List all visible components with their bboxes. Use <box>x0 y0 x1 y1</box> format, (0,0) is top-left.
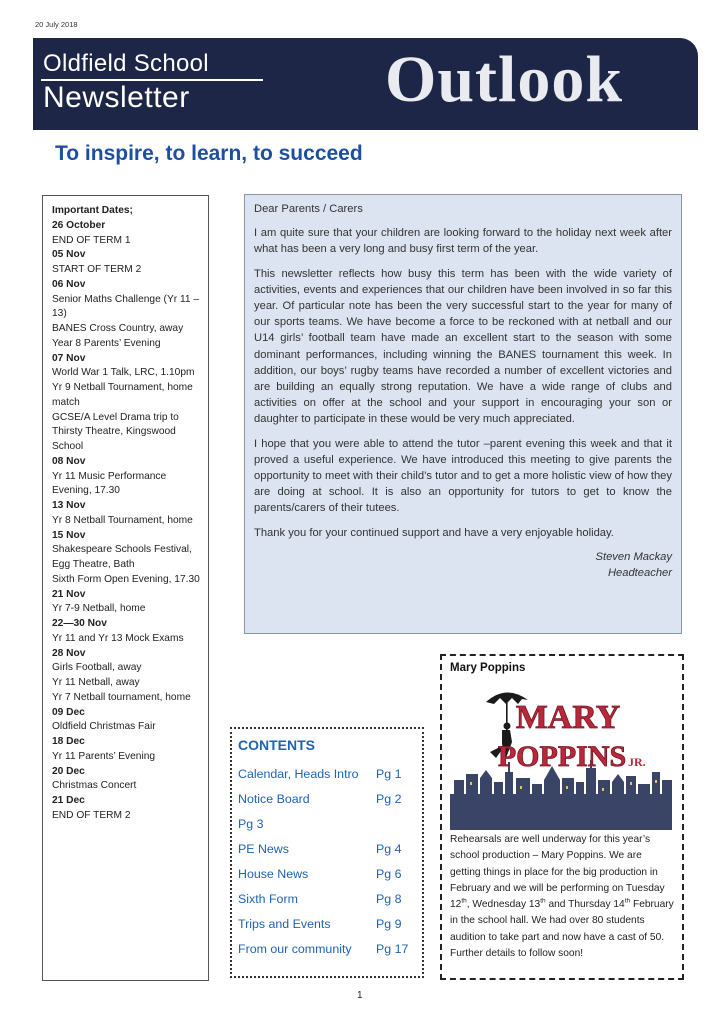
date-heading: 06 Nov <box>52 278 86 290</box>
date-heading: 20 Dec <box>52 765 85 777</box>
date-event: END OF TERM 2 <box>52 809 131 821</box>
contents-item-name: From our community <box>238 942 352 956</box>
page-number: 1 <box>357 990 363 1001</box>
contents-item[interactable] <box>238 817 418 842</box>
masthead-banner <box>33 38 698 130</box>
date-heading: 21 Nov <box>52 588 86 600</box>
date-heading: 08 Nov <box>52 455 86 467</box>
contents-list <box>238 767 418 967</box>
date-heading: 05 Nov <box>52 249 86 261</box>
date-heading: 13 Nov <box>52 500 86 511</box>
contents-item-name: Calendar, Heads Intro <box>238 767 359 781</box>
mp-text-part: , Wednesday 13 <box>466 899 541 911</box>
contents-item[interactable] <box>238 792 418 817</box>
ordinal-suffix: th <box>540 897 546 905</box>
date-event: Yr 8 Netball Tournament, home <box>52 514 193 526</box>
important-dates-box <box>42 195 209 981</box>
contents-item[interactable] <box>238 767 418 792</box>
contents-item-page: Pg 9 <box>376 917 402 931</box>
date-event: Yr 9 Netball Tournament, home match <box>52 382 193 408</box>
newsletter-label: Newsletter <box>43 81 190 114</box>
letter-paragraph: Thank you for your continued support and have a very enjoyable holiday. <box>254 526 614 539</box>
date-event: Shakespeare Schools Festival, Egg Theatre, Bath <box>52 544 192 570</box>
date-event: Yr 7-9 Netball, home <box>52 603 146 615</box>
contents-item[interactable] <box>238 892 418 917</box>
letter-salutation: Dear Parents / Carers <box>254 203 363 215</box>
contents-item-page: Pg 6 <box>376 867 402 881</box>
contents-heading: CONTENTS <box>238 737 315 753</box>
date-heading: 15 Nov <box>52 529 86 541</box>
mp-text-part: and Thursday 14 <box>545 899 625 911</box>
logo-suffix: JR. <box>628 755 646 769</box>
signature-name: Steven Mackay <box>595 550 672 563</box>
important-dates-list <box>52 204 202 824</box>
ordinal-suffix: th <box>461 897 467 905</box>
letter-paragraph: I am quite sure that your children are looking forward to the holiday next week after what has been a very long and busy first term of the year. <box>254 227 672 256</box>
date-event: Yr 11 and Yr 13 Mock Exams <box>52 632 184 644</box>
contents-item-name: Notice Board <box>238 792 310 806</box>
masthead-title: Outlook <box>385 43 624 116</box>
contents-item[interactable] <box>238 867 418 892</box>
date-event: Yr 7 Netball tournament, home <box>52 691 191 703</box>
date-heading: 18 Dec <box>52 736 85 747</box>
contents-item-page: Pg 1 <box>376 767 402 781</box>
date-event: Christmas Concert <box>52 780 137 792</box>
date-heading: 09 Dec <box>52 706 85 718</box>
contents-item-name: Trips and Events <box>238 917 331 931</box>
date-heading: 26 October <box>52 219 106 231</box>
date-event: START OF TERM 2 <box>52 264 142 275</box>
mary-poppins-heading: Mary Poppins <box>450 662 526 674</box>
date-event: Year 8 Parents’ Evening <box>52 337 161 349</box>
issue-date: 20 July 2018 <box>35 20 78 29</box>
school-name: Oldfield School <box>43 50 209 77</box>
contents-item-name: House News <box>238 867 309 881</box>
contents-item-name: Sixth Form <box>238 892 298 906</box>
date-heading: 28 Nov <box>52 647 86 659</box>
contents-item-page: Pg 17 <box>376 942 409 956</box>
mary-poppins-wordmark <box>498 699 646 773</box>
contents-item-name: PE News <box>238 842 289 856</box>
mary-poppins-box <box>440 654 684 980</box>
mp-text-part: February in the school hall. We had over 80 students audition to take part and now have a cast of 50. Further details to follow soon! <box>450 899 674 960</box>
contents-item[interactable] <box>238 842 418 867</box>
date-event: Sixth Form Open Evening, 17.30 <box>52 573 200 585</box>
contents-item[interactable] <box>238 942 418 967</box>
date-heading: 07 Nov <box>52 352 86 364</box>
contents-item-name: Pg 3 <box>238 817 264 831</box>
contents-item[interactable] <box>238 917 418 942</box>
date-event: Yr 11 Parents’ Evening <box>52 750 156 762</box>
contents-item-page: Pg 2 <box>376 792 402 806</box>
date-event: Oldfield Christmas Fair <box>52 721 156 733</box>
date-event: Yr 11 Netball, away <box>52 677 140 688</box>
logo-word-mary: MARY <box>515 699 621 736</box>
letter-paragraph: I hope that you were able to attend the tutor –parent evening this week and that it proved a useful experience. We have introduced this meeting to give parents the opportunity to meet with their child’s tutor and to get a more holistic view of how they are doing at school. It is also an opportunity for tutors to get to know the parents/carers of their tutees. <box>254 437 672 515</box>
contents-item-page: Pg 8 <box>376 892 402 906</box>
letter-paragraph: This newsletter reflects how busy this term has been with the wide variety of activities, events and experiences that our children have been involved in so far this year. Of particular note has been the very successful start to the year for many of our sports teams. We have become a force to be reckoned with at netball and our U14 girls’ football team have made an excellent start to the season with some dominant performances, including winning the BANES tournament this week. In addition, our boys’ rugby teams have recorded a number of excellent victories and are building an equally strong reputation. We have a wide range of clubs and activities on offer at the school and your support in encouraging your son or daughter to participate in these would be very much appreciated. <box>254 267 672 426</box>
mary-poppins-text <box>450 832 674 962</box>
mp-text-part: Rehearsals are well underway for this year’s school production – Mary Poppins. We are getting things in place for the big production in February and we will be performing on Tuesday 12 <box>450 834 665 911</box>
date-heading: 21 Dec <box>52 795 85 806</box>
mary-poppins-logo-image <box>450 682 672 830</box>
date-event: END OF TERM 1 <box>52 234 131 246</box>
head-letter <box>244 194 682 634</box>
school-slogan: To inspire, to learn, to succeed <box>55 142 363 165</box>
date-heading: Important Dates; <box>52 205 133 216</box>
contents-box <box>230 727 424 978</box>
ordinal-suffix: th <box>624 897 631 905</box>
date-event: Senior Maths Challenge (Yr 11 –13) <box>52 293 200 320</box>
contents-item-page: Pg 4 <box>376 842 402 856</box>
date-event: World War 1 Talk, LRC, 1.10pm <box>52 367 195 379</box>
date-event: Yr 11 Music Performance Evening, 17.30 <box>52 470 167 497</box>
date-event: GCSE/A Level Drama trip to Thirsty Theatre, Kingswood School <box>52 411 179 452</box>
date-event: Girls Football, away <box>52 662 142 674</box>
date-event: BANES Cross Country, away <box>52 323 184 334</box>
date-heading: 22—30 Nov <box>52 618 107 629</box>
logo-word-poppins: POPPINS <box>497 740 627 773</box>
signature-title: Headteacher <box>607 567 672 580</box>
